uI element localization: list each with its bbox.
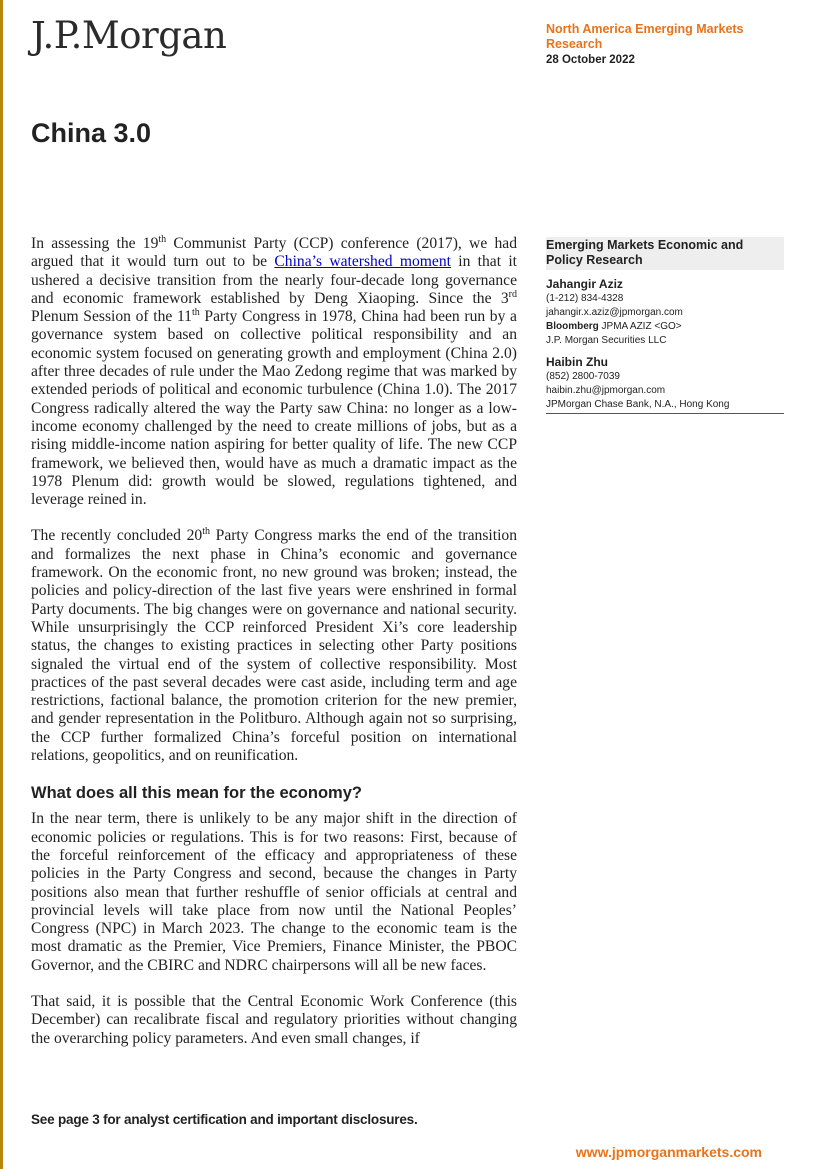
jpmorgan-logo: J.P.Morgan: [31, 14, 227, 57]
p1-sup-c: rd: [508, 288, 517, 300]
report-series-line2: Research: [546, 37, 603, 51]
p1-sup-d: th: [191, 307, 200, 318]
analyst-firm: J.P. Morgan Securities LLC: [546, 335, 667, 346]
bloomberg-ticker: JPMA AZIZ <GO>: [598, 321, 682, 332]
p1-text-a: In assessing the 19: [31, 235, 159, 252]
analyst-email[interactable]: jahangir.x.aziz@jpmorgan.com: [546, 307, 683, 318]
p2-text-b: Party Congress marks the end of the transition and formalizes the next phase in China’s economic and governance framework. On the economic front, no new ground was broken; instead, the policies and policy-direction of the last five years were enshrined in formal Party documents. The big changes were on governance and national security. While unsurprisingly the CCP reinforced President Xi’s core leadership status, the changes to existing practices in selecting other Party positions signaled the virtual end of the system of collective responsibility. Most practices of the past several decades were cast aside, including term and age restrictions, factional balance, the promotion criterion for the new premier, and gender representation in the Politburo. Although again not so surprising, the CCP further formalized China’s forceful position on international relations, geopolitics, and on reunification.: [31, 527, 517, 765]
analyst-name: Haibin Zhu: [546, 355, 608, 369]
watershed-moment-link[interactable]: China’s watershed moment: [274, 253, 451, 271]
report-series-title: [546, 22, 796, 52]
paragraph-1: [31, 235, 517, 509]
bloomberg-label: Bloomberg: [546, 321, 599, 332]
analyst-email[interactable]: haibin.zhu@jpmorgan.com: [546, 385, 666, 396]
analyst-phone: (852) 2800-7039: [546, 371, 620, 382]
analyst-name: Jahangir Aziz: [546, 277, 623, 291]
analyst-sidebar: [546, 237, 784, 414]
disclosure-note: See page 3 for analyst certification and important disclosures.: [31, 1112, 418, 1127]
paragraph-2: [31, 527, 517, 765]
report-series-line1: North America Emerging Markets: [546, 22, 744, 36]
p1-text-d: Plenum Session of the 11: [31, 308, 192, 326]
analyst-bloomberg: [546, 320, 784, 334]
footer-website-link[interactable]: www.jpmorganmarkets.com: [575, 1144, 762, 1160]
sidebar-divider: [546, 413, 784, 414]
p2-sup-a: th: [202, 526, 210, 538]
section-heading-economy: What does all this mean for the economy?: [31, 784, 362, 803]
paragraph-4: That said, it is possible that the Central Economic Work Conference (this December) can recalibrate fiscal and regulatory priorities without changing the overarching policy parameters. And even small changes, if: [31, 992, 517, 1047]
paragraph-3: In the near term, there is unlikely to be any major shift in the direction of economic policies or regulations. This is for two reasons: First, because of the forceful reinforcement of the efficacy and appropriateness of these policies in the Party Congress and second, because the changes in Party positions also mean that further reshuffle of senior officials at central and provincial levels will take place from now until the National Peoples’ Congress (NPC) in March 2023. The change to the economic team is the most dramatic as the Premier, Vice Premiers, Finance Minister, the PBOC Governor, and the CBIRC and NDRC chairpersons will all be new faces.: [31, 810, 517, 974]
analyst-phone: (1-212) 834-4328: [546, 293, 624, 304]
p1-text-e: Party Congress in 1978, China had been run by a governance system based on collective political responsibility and an economic system focused on generating growth and employment (China 2.0) after three decades of rule under the Mao Zedong regime that was marked by extended periods of political and economic turbulence (China 1.0). The 2017 Congress radically altered the way the Party saw China: no longer as a low-income economy challenged by the need to create millions of jobs, but as a rising middle-income nation aspiring for better quality of life. The new CCP framework, we believed then, would have as much a dramatic impact as the 1978 Plenum did: growth would be slowed, regulations tightened, and leverage reined in.: [31, 308, 517, 509]
sidebar-heading: Emerging Markets Economic and Policy Research: [546, 237, 784, 270]
body-column: [31, 235, 517, 1066]
page-title: China 3.0: [31, 118, 152, 148]
p1-text-b: Communist Party (CCP) conference (2017), we had argued that it would turn out to be: [31, 235, 517, 271]
p1-text-c: in that it ushered a decisive transition from the nearly four-decade long governance and economic framework established by Deng Xiaoping. Since the 3: [31, 253, 518, 307]
page-margin-bar: [0, 0, 3, 1169]
p2-text-a: The recently concluded 20: [31, 527, 203, 545]
analyst-firm: JPMorgan Chase Bank, N.A., Hong Kong: [546, 399, 730, 410]
report-header: [546, 22, 796, 68]
p1-sup-a: th: [158, 233, 167, 245]
report-date: 28 October 2022: [546, 54, 635, 66]
